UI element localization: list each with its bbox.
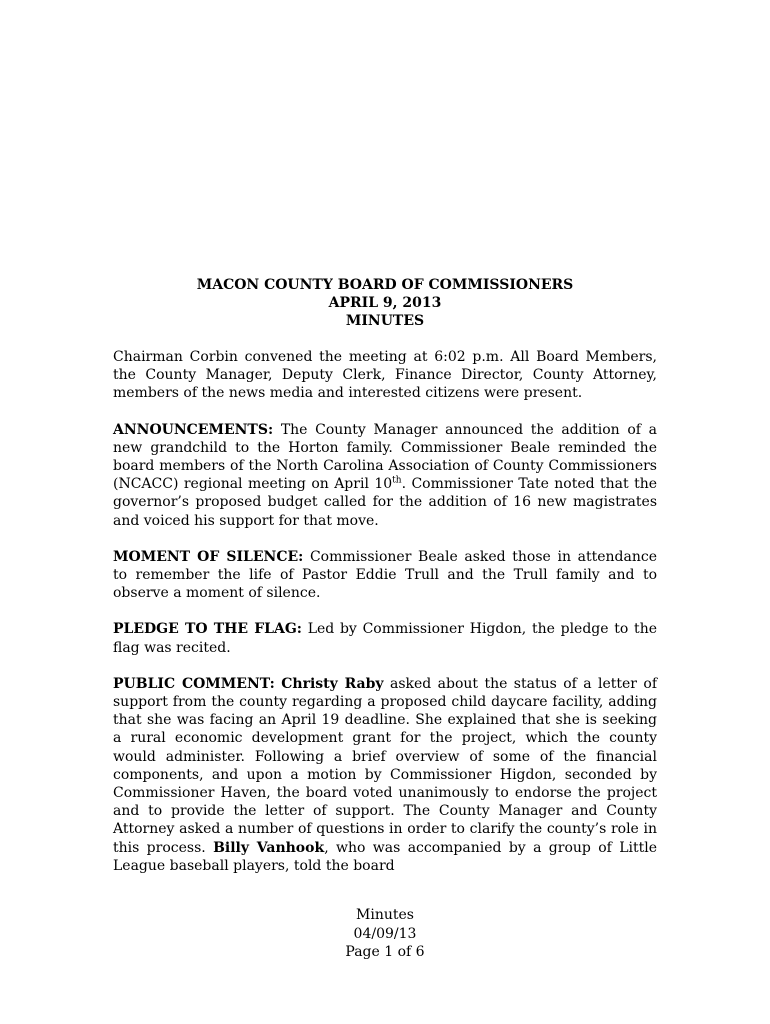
page-footer [0, 906, 770, 962]
public-comment-text-1: asked about the status of a letter of support from the county regarding a proposed child daycare facility, adding that she was facing an April 19 deadline. She explained that she is seeking a rural economic development grant for the project, which the county would administer. Following a brief overview of some of the financial components, and upon a motion by Commissioner Higdon, seconded by Commissioner Haven, the board voted unanimously to endorse the project and to provide the letter of support. The County Manager and County Attorney asked a number of questions in order to clarify the county’s role in this process. [113, 675, 658, 856]
document-body [113, 276, 657, 875]
page-number: Page 1 of 6 [345, 944, 425, 960]
speaker-name-2: Billy Vanhook [213, 839, 325, 856]
public-comment-paragraph [113, 675, 657, 875]
announcements-heading: ANNOUNCEMENTS: [113, 421, 274, 438]
footer-date: 04/09/13 [353, 925, 417, 942]
moment-of-silence-heading: MOMENT OF SILENCE: [113, 548, 304, 565]
announcements-text-a: The County Manager announced the addition of a new grandchild to the Horton family. Commissioner Beale reminded the board members of the North Carolina Association of County Commissioners (NCACC) regional meeting on April 10 [113, 421, 657, 493]
moment-of-silence-paragraph [113, 548, 657, 603]
public-comment-heading: PUBLIC COMMENT: [113, 675, 275, 692]
moment-of-silence-text: Commissioner Beale asked those in attendance to remember the life of Pastor Eddie Trull and the Trull family and to observe a moment of silence. [113, 548, 657, 602]
intro-paragraph: Chairman Corbin convened the meeting at 6:02 p.m. All Board Members, the County Manager, Deputy Clerk, Finance Director, County Attorney, members of the news media and interested citizens were present. [113, 349, 657, 402]
speaker-name-1: Christy Raby [281, 675, 384, 692]
pledge-paragraph [113, 620, 657, 656]
minutes-title: MINUTES [345, 313, 425, 329]
meeting-date: APRIL 9, 2013 [328, 295, 442, 311]
pledge-text: Led by Commissioner Higdon, the pledge to the flag was recited. [113, 621, 657, 656]
footer-label: Minutes [356, 907, 414, 923]
announcements-sup: th [392, 475, 402, 486]
pledge-heading: PLEDGE TO THE FLAG: [113, 621, 302, 638]
public-comment-text-2: , who was accompanied by a group of Little League baseball players, told the board [113, 839, 657, 874]
announcements-paragraph [113, 421, 657, 530]
board-title: MACON COUNTY BOARD OF COMMISSIONERS [196, 277, 574, 293]
document-header [113, 276, 657, 330]
announcements-text-b: . Commissioner Tate noted that the governor’s proposed budget called for the addition of 16 new magistrates and voiced his support for that move. [113, 476, 658, 529]
